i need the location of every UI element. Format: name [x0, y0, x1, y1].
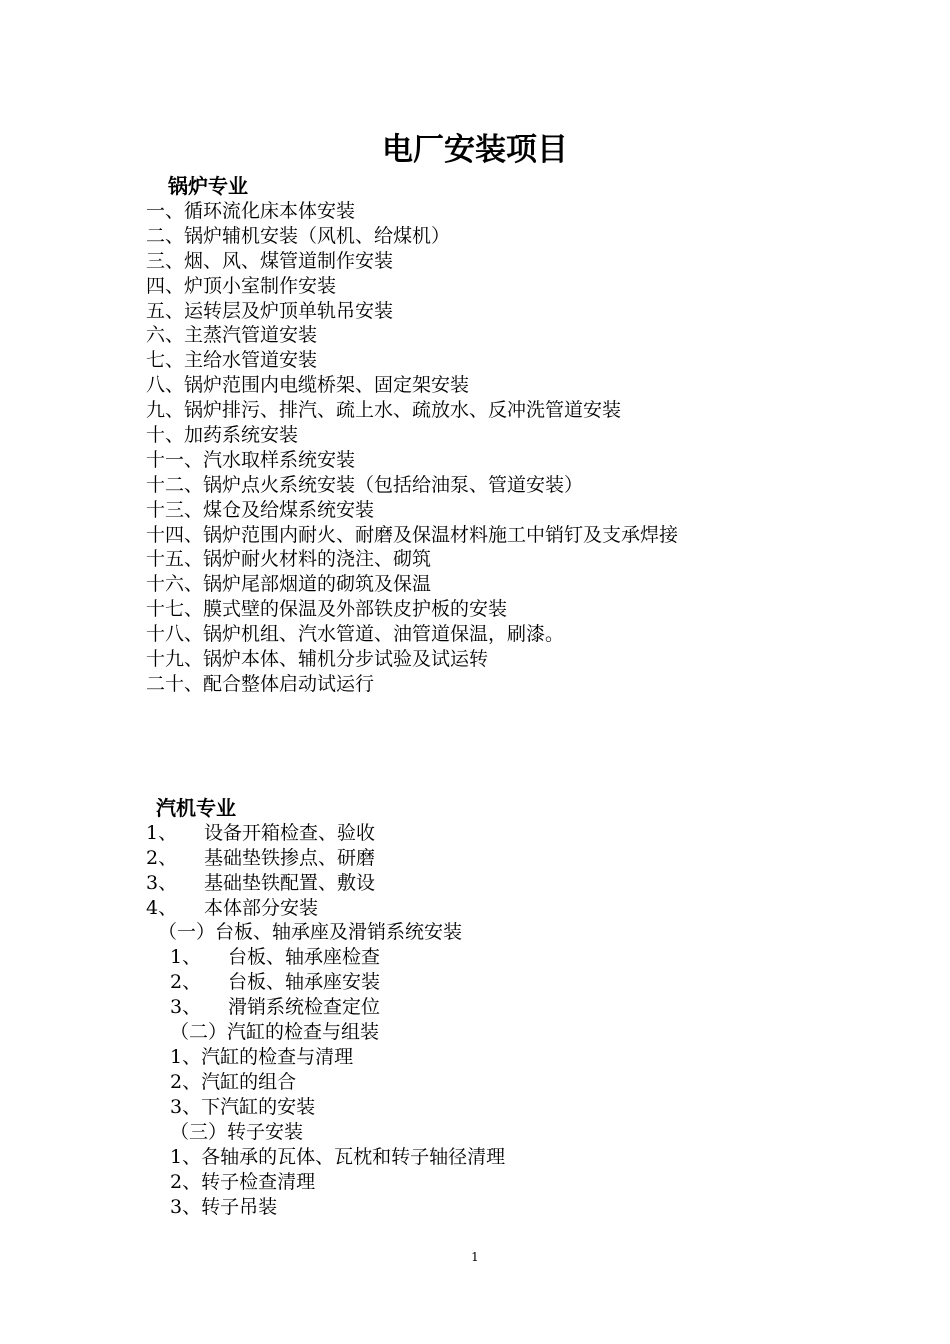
subsection-heading: （一）台板、轴承座及滑销系统安装 [158, 921, 463, 943]
list-item [170, 945, 380, 970]
list-item: 十五、锅炉耐火材料的浇注、砌筑 [146, 548, 432, 571]
list-item: 三、烟、风、煤管道制作安装 [146, 249, 394, 272]
subsection-2-items [170, 1045, 353, 1120]
list-item: 四、炉顶小室制作安装 [146, 274, 337, 297]
list-item: 3、下汽缸的安装 [170, 1095, 316, 1118]
list-item: 一、循环流化床本体安装 [146, 200, 356, 222]
subsection-1-list [158, 920, 462, 945]
list-item [170, 970, 380, 995]
list-item: 十六、锅炉尾部烟道的砌筑及保温 [146, 573, 432, 596]
item-text: 基础垫铁掺点、研磨 [204, 846, 376, 869]
item-number: 3、 [170, 995, 202, 1018]
item-number: 2、 [146, 846, 178, 869]
list-item: 十、加药系统安装 [146, 424, 299, 447]
turbine-section-heading: 汽机专业 [156, 796, 236, 820]
boiler-section-heading: 锅炉专业 [168, 174, 248, 198]
page-number: 1 [471, 1250, 479, 1264]
item-text: 本体部分安装 [204, 896, 319, 919]
item-number: 2、 [170, 970, 202, 993]
list-item: 1、各轴承的瓦体、瓦枕和转子轴径清理 [170, 1146, 506, 1168]
item-text: 台板、轴承座检查 [228, 946, 381, 968]
item-text: 滑销系统检查定位 [228, 995, 381, 1018]
list-item: 十三、煤仓及给煤系统安装 [146, 498, 375, 521]
page-title: 电厂安装项目 [382, 132, 568, 168]
list-item: 九、锅炉排污、排汽、疏上水、疏放水、反冲洗管道安装 [146, 399, 622, 422]
turbine-item-list [146, 821, 375, 921]
subsection-3-items [170, 1145, 505, 1220]
list-item [146, 871, 375, 896]
subsection-2 [170, 1020, 379, 1045]
list-item: 十四、锅炉范围内耐火、耐磨及保温材料施工中销钉及支承焊接 [146, 523, 679, 546]
list-item: 六、主蒸汽管道安装 [146, 324, 318, 347]
list-item: 二、锅炉辅机安装（风机、给煤机） [146, 224, 451, 247]
list-item: 十九、锅炉本体、辅机分步试验及试运转 [146, 648, 489, 671]
subsection-1-items [170, 945, 380, 1020]
list-item [146, 846, 375, 871]
list-item [146, 821, 375, 846]
list-item: 十二、锅炉点火系统安装（包括给油泵、管道安装） [146, 473, 584, 496]
item-text: 台板、轴承座安装 [228, 970, 381, 993]
list-item [170, 995, 380, 1020]
list-item: 2、汽缸的组合 [170, 1070, 297, 1093]
list-item: 十八、锅炉机组、汽水管道、油管道保温，刷漆。 [146, 623, 565, 646]
list-item [146, 896, 375, 921]
list-item: 十七、膜式壁的保温及外部铁皮护板的安装 [146, 598, 508, 621]
item-number: 1、 [170, 946, 202, 968]
list-item: 二十、配合整体启动试运行 [146, 672, 375, 695]
item-text: 设备开箱检查、验收 [204, 822, 376, 844]
boiler-item-list [146, 199, 678, 697]
list-item: 五、运转层及炉顶单轨吊安装 [146, 299, 394, 322]
item-number: 4、 [146, 896, 178, 919]
list-item: 七、主给水管道安装 [146, 349, 318, 372]
list-item: 2、转子检查清理 [170, 1170, 316, 1193]
list-item: 1、汽缸的检查与清理 [170, 1046, 354, 1068]
subsection-heading: （二）汽缸的检查与组装 [170, 1021, 380, 1043]
item-number: 1、 [146, 822, 178, 844]
subsection-heading: （三）转子安装 [170, 1121, 304, 1143]
list-item: 3、转子吊装 [170, 1195, 278, 1218]
subsection-3 [170, 1120, 303, 1145]
list-item: 八、锅炉范围内电缆桥架、固定架安装 [146, 374, 470, 397]
item-number: 3、 [146, 871, 178, 894]
subsection-1 [158, 920, 462, 945]
list-item: 十一、汽水取样系统安装 [146, 448, 356, 471]
item-text: 基础垫铁配置、敷设 [204, 871, 376, 894]
